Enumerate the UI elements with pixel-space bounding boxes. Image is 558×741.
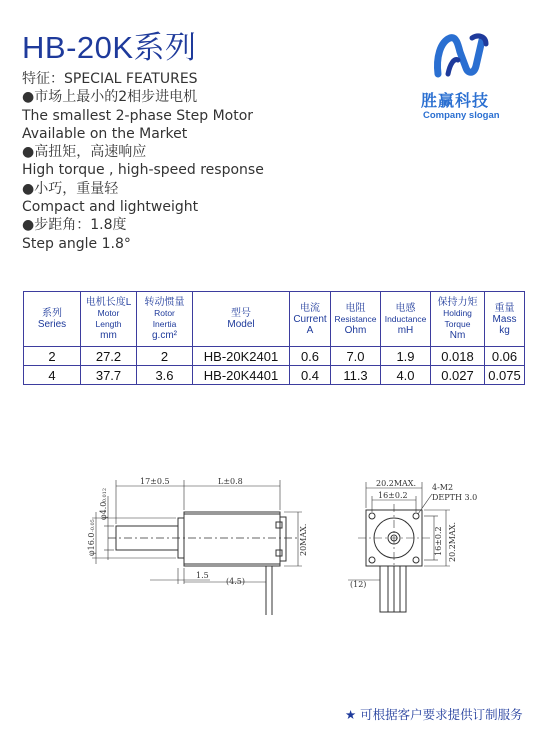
cell-model: HB-20K4401 xyxy=(193,366,290,385)
cell-mass: 0.06 xyxy=(485,347,525,366)
dim-height: 20MAX. xyxy=(299,523,308,556)
header-current: 电流 Current A xyxy=(290,292,331,347)
side-view xyxy=(92,480,302,615)
company-logo-icon xyxy=(432,30,492,80)
cell-length: 27.2 xyxy=(81,347,137,366)
dim-side-bottom-b: (4.5) xyxy=(226,577,245,586)
dim-depth: DEPTH 3.0 xyxy=(432,493,478,502)
cell-current: 0.6 xyxy=(290,347,331,366)
dim-front-top-a: 20.2MAX. xyxy=(376,479,417,488)
feature-line: High torque , high-speed response xyxy=(22,162,264,179)
feature-line: Step angle 1.8° xyxy=(22,235,131,252)
dim-front-right-b: 20.2MAX. xyxy=(448,521,457,562)
dimension-drawing xyxy=(0,460,558,620)
dim-side-bottom-a: 1.5 xyxy=(196,571,209,580)
feature-line: 特征：SPECIAL FEATURES xyxy=(22,71,198,87)
dim-thread: 4-M2 xyxy=(432,483,454,492)
feature-line: Compact and lightweight xyxy=(22,199,199,216)
cell-model: HB-20K2401 xyxy=(193,347,290,366)
dim-side-top-b: L±0.8 xyxy=(218,477,243,486)
dim-front-right-a: 16±0.2 xyxy=(434,526,443,556)
dim-front-bottom-a: (12) xyxy=(350,580,367,589)
cell-series: 4 xyxy=(24,366,81,385)
header-model: 型号 Model xyxy=(193,292,290,347)
dim-boss-tol: -0.05 xyxy=(90,519,96,532)
page-title: HB-20K系列 xyxy=(22,30,197,65)
feature-line: ●高扭矩，高速响应 xyxy=(22,144,147,161)
header-series: 系列 Series xyxy=(24,292,81,347)
header-torque: 保持力矩 Holding Torque Nm xyxy=(431,292,485,347)
header-inductance: 电感 Inductance mH xyxy=(381,292,431,347)
cell-inductance: 4.0 xyxy=(381,366,431,385)
brand-slogan: Company slogan xyxy=(423,110,500,121)
dim-shaft-dia: φ4.0 xyxy=(99,501,108,520)
dim-shaft-tol: -0.012 xyxy=(102,487,108,504)
feature-line: The smallest 2-phase Step Motor xyxy=(22,107,254,124)
dim-side-top-a: 17±0.5 xyxy=(140,477,170,486)
spec-table xyxy=(23,291,525,385)
cell-resistance: 7.0 xyxy=(331,347,381,366)
features-list xyxy=(22,70,264,253)
dim-front-top-b: 16±0.2 xyxy=(378,491,408,500)
table-header-row xyxy=(24,292,525,347)
custom-service-note: ★ 可根据客户要求提供订制服务 xyxy=(345,707,523,722)
table-row xyxy=(24,366,525,385)
cell-torque: 0.018 xyxy=(431,347,485,366)
header-resistance: 电阻 Resistance Ohm xyxy=(331,292,381,347)
header-length: 电机长度L Motor Length mm xyxy=(81,292,137,347)
cell-torque: 0.027 xyxy=(431,366,485,385)
cell-current: 0.4 xyxy=(290,366,331,385)
header-inertia: 转动惯量 Rotor Inertia g.cm² xyxy=(137,292,193,347)
cell-length: 37.7 xyxy=(81,366,137,385)
mount-hole xyxy=(413,557,419,563)
cell-mass: 0.075 xyxy=(485,366,525,385)
cell-inductance: 1.9 xyxy=(381,347,431,366)
table-row xyxy=(24,347,525,366)
cell-inertia: 2 xyxy=(137,347,193,366)
feature-line: ●步距角：1.8度 xyxy=(22,217,127,234)
cell-resistance: 11.3 xyxy=(331,366,381,385)
feature-line: Available on the Market xyxy=(22,125,188,142)
mount-hole xyxy=(369,513,375,519)
feature-line: ●市场上最小的2相步进电机 xyxy=(22,89,198,106)
dim-boss-dia: φ16.0 xyxy=(87,532,96,556)
cell-series: 2 xyxy=(24,347,81,366)
header-mass: 重量 Mass kg xyxy=(485,292,525,347)
brand-name: 胜赢科技 xyxy=(421,91,490,110)
motor-body xyxy=(184,512,280,566)
mount-hole xyxy=(369,557,375,563)
feature-line: ●小巧，重量轻 xyxy=(22,180,119,197)
cell-inertia: 3.6 xyxy=(137,366,193,385)
